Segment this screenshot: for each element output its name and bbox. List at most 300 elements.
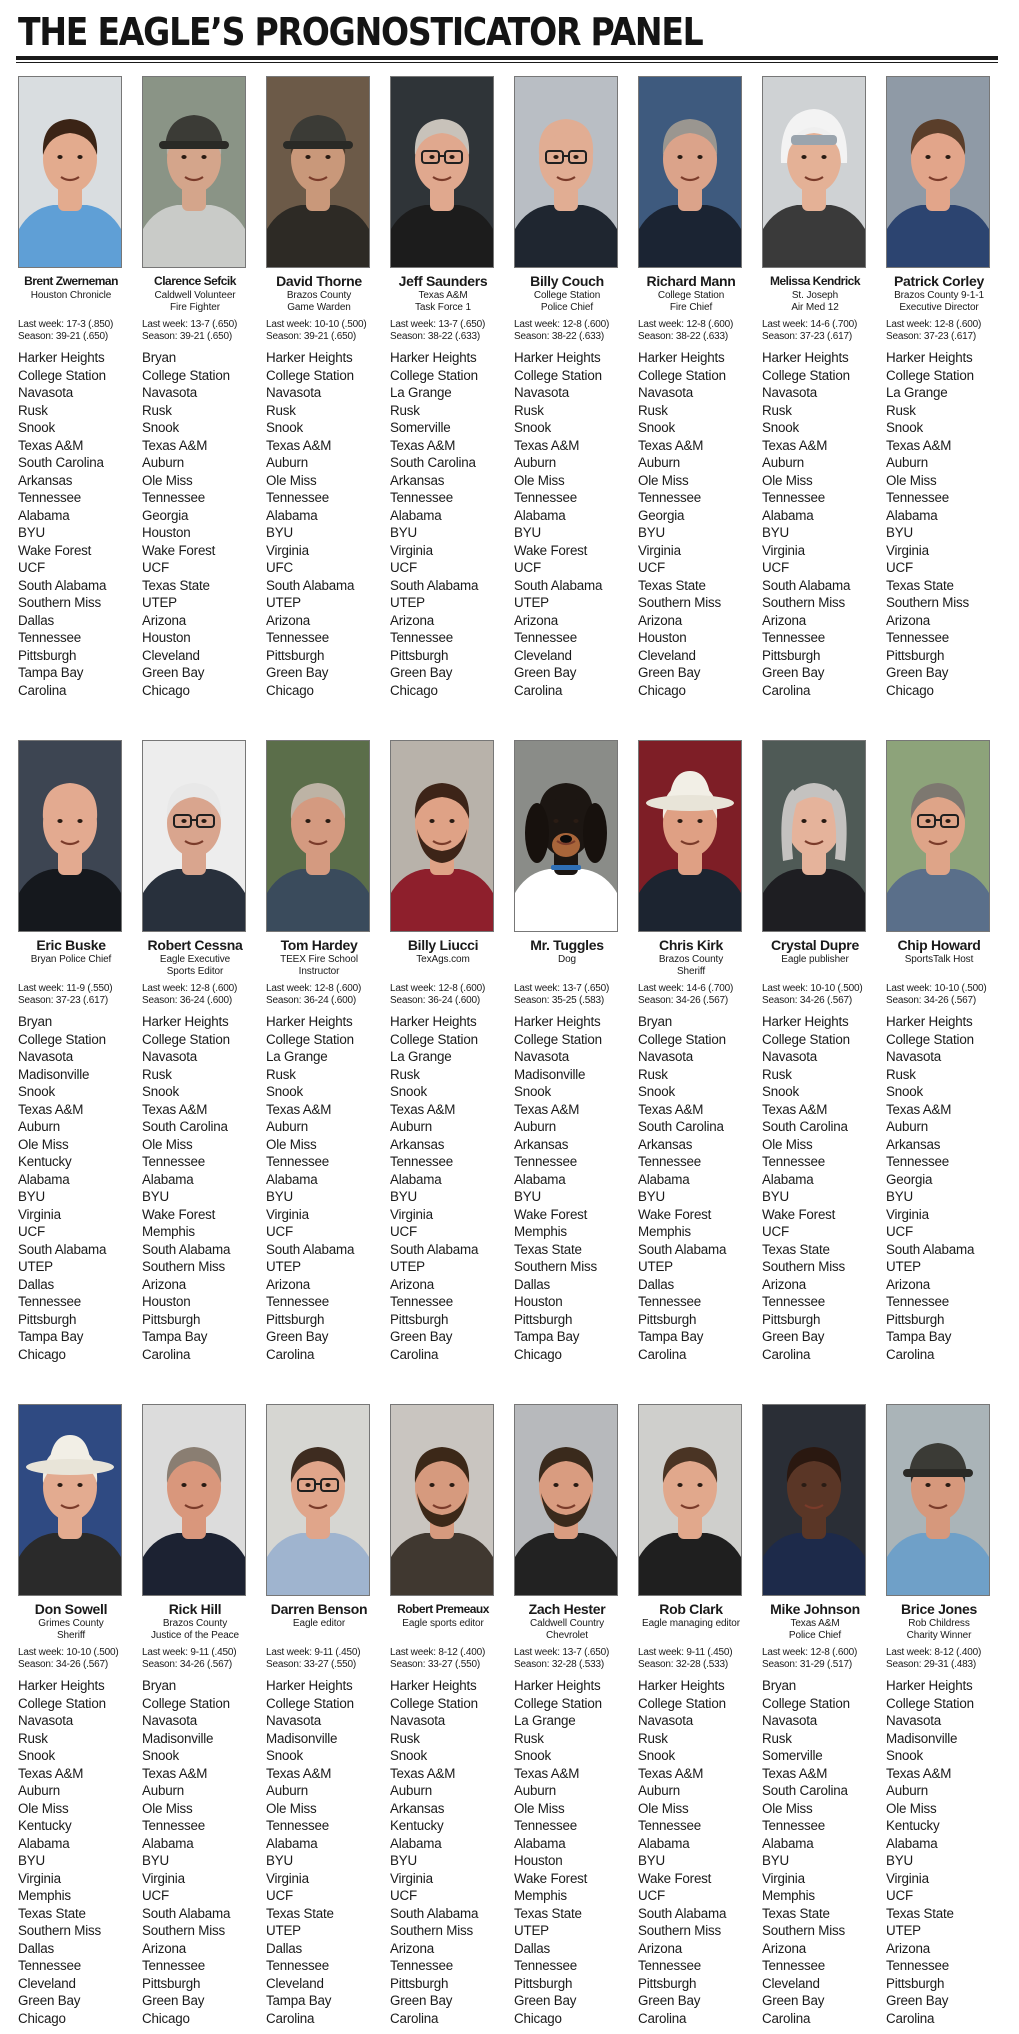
pick-item: Arkansas bbox=[18, 472, 73, 488]
pick-item: Harker Heights bbox=[514, 1678, 601, 1693]
pick-item: Harker Heights bbox=[18, 1678, 105, 1693]
pick-item: Harker Heights bbox=[142, 1014, 229, 1029]
pick-item: College Station bbox=[266, 1695, 354, 1711]
pick-item: Kentucky bbox=[886, 1818, 940, 1833]
pick-item: Pittsburgh bbox=[18, 647, 77, 663]
pick-item: Texas A&M bbox=[638, 1101, 704, 1117]
pick-item: Alabama bbox=[390, 507, 442, 523]
pick-item: Tennessee bbox=[266, 1818, 329, 1833]
pick-item: Virginia bbox=[886, 1870, 929, 1886]
pick-item: La Grange bbox=[390, 385, 452, 400]
pick-item: Harker Heights bbox=[638, 350, 725, 365]
panelist-affiliation bbox=[18, 954, 124, 966]
pick-item: UTEP bbox=[266, 595, 301, 610]
pick-item: Snook bbox=[266, 420, 303, 435]
pick-item: BYU bbox=[762, 1853, 789, 1868]
affiliation-line: Brazos County 9-1-1 bbox=[894, 290, 984, 301]
pick-item: Texas A&M bbox=[390, 1101, 456, 1117]
pick-item: Southern Miss bbox=[142, 1923, 225, 1938]
pick-item: Auburn bbox=[886, 1783, 928, 1798]
pick-item: La Grange bbox=[266, 1049, 328, 1064]
pick-item: Ole Miss bbox=[142, 1800, 193, 1816]
pick-item: Cleveland bbox=[18, 1975, 76, 1991]
panelist-record bbox=[886, 319, 981, 343]
pick-item: UCF bbox=[390, 1224, 417, 1239]
affiliation-line: Sports Editor bbox=[166, 966, 224, 977]
pick-item: Green Bay bbox=[762, 1329, 825, 1344]
pick-item: UCF bbox=[638, 1888, 665, 1903]
pick-item: Alabama bbox=[18, 1835, 70, 1851]
pick-item: Arizona bbox=[514, 612, 559, 628]
pick-item: Virginia bbox=[886, 1206, 929, 1222]
pick-item: BYU bbox=[638, 1189, 665, 1204]
pick-item: Ole Miss bbox=[762, 472, 813, 488]
pick-item: Tennessee bbox=[638, 1154, 701, 1169]
panelist-record bbox=[142, 1647, 236, 1671]
pick-item: Alabama bbox=[514, 1835, 566, 1851]
portrait-illustration bbox=[639, 77, 741, 267]
pick-item: Auburn bbox=[266, 1119, 308, 1134]
pick-item: College Station bbox=[514, 1695, 602, 1711]
pick-item: Navasota bbox=[638, 385, 693, 400]
affiliation-line: Eagle editor bbox=[292, 1618, 346, 1629]
season-record: Season: 34-26 (.567) bbox=[18, 1659, 108, 1670]
pick-item: Southern Miss bbox=[390, 1923, 473, 1938]
pick-item: Auburn bbox=[638, 455, 680, 470]
picks-list bbox=[762, 1677, 850, 2027]
pick-item: South Alabama bbox=[390, 1905, 479, 1921]
pick-item: Dallas bbox=[18, 1940, 55, 1956]
pick-item: Rusk bbox=[18, 1730, 48, 1746]
season-record: Season: 33-27 (.550) bbox=[390, 1659, 480, 1670]
panelist-record bbox=[142, 319, 237, 343]
pick-item: College Station bbox=[390, 367, 478, 383]
pick-item: Harker Heights bbox=[762, 1014, 849, 1029]
pick-item: UCF bbox=[762, 560, 789, 575]
pick-item: UCF bbox=[886, 560, 913, 575]
pick-item: Ole Miss bbox=[142, 472, 193, 488]
portrait-photo bbox=[762, 1404, 866, 1596]
affiliation-line: TexAgs.com bbox=[416, 954, 470, 965]
pick-item: Arizona bbox=[886, 612, 931, 628]
picks-list bbox=[266, 1013, 354, 1363]
picks-list bbox=[266, 349, 354, 699]
pick-item: Houston bbox=[142, 630, 191, 645]
pick-item: South Alabama bbox=[390, 1241, 479, 1257]
pick-item: South Alabama bbox=[142, 1905, 231, 1921]
pick-item: Virginia bbox=[266, 1206, 309, 1222]
picks-list bbox=[514, 349, 602, 699]
pick-item: Pittsburgh bbox=[390, 647, 449, 663]
panelist-name: Brent Zwerneman bbox=[24, 274, 118, 288]
pick-item: South Carolina bbox=[762, 1119, 848, 1134]
season-record: Season: 38-22 (.633) bbox=[390, 331, 480, 342]
panelist-name: Robert Cessna bbox=[147, 937, 243, 953]
picks-list bbox=[18, 1677, 106, 2027]
panelist-name: Crystal Dupre bbox=[771, 937, 859, 953]
affiliation-line: Fire Chief bbox=[669, 302, 713, 313]
last-week-record: Last week: 17-3 (.850) bbox=[18, 319, 114, 330]
pick-item: Virginia bbox=[638, 542, 681, 558]
pick-item: Pittsburgh bbox=[638, 1975, 697, 1991]
pick-item: Kentucky bbox=[18, 1154, 72, 1169]
pick-item: College Station bbox=[638, 367, 726, 383]
panelist-record bbox=[886, 1647, 981, 1671]
pick-item: BYU bbox=[886, 525, 913, 540]
season-record: Season: 34-26 (.567) bbox=[638, 995, 728, 1006]
pick-item: Dallas bbox=[514, 1276, 551, 1292]
last-week-record: Last week: 11-9 (.550) bbox=[18, 983, 113, 994]
pick-item: Tennessee bbox=[266, 1294, 329, 1309]
pick-item: College Station bbox=[762, 1695, 850, 1711]
picks-list bbox=[886, 349, 974, 699]
pick-item: UCF bbox=[266, 1224, 293, 1239]
pick-item: Ole Miss bbox=[638, 1800, 689, 1816]
panelist-record bbox=[18, 983, 112, 1007]
pick-item: College Station bbox=[638, 1695, 726, 1711]
pick-item: Memphis bbox=[514, 1224, 567, 1239]
portrait-illustration bbox=[143, 1405, 245, 1595]
pick-item: Rusk bbox=[390, 1066, 420, 1082]
pick-item: Virginia bbox=[390, 1870, 433, 1886]
pick-item: Arkansas bbox=[886, 1136, 941, 1152]
picks-list bbox=[886, 1013, 974, 1363]
pick-item: Navasota bbox=[390, 1713, 445, 1728]
panelist-name: Chris Kirk bbox=[659, 937, 723, 953]
season-record: Season: 32-28 (.533) bbox=[638, 1659, 728, 1670]
pick-item: UTEP bbox=[514, 595, 549, 610]
pick-item: Harker Heights bbox=[390, 1678, 477, 1693]
panelist-name: Tom Hardey bbox=[280, 937, 358, 953]
pick-item: Texas A&M bbox=[886, 1101, 952, 1117]
pick-item: Southern Miss bbox=[638, 1923, 721, 1938]
pick-item: Carolina bbox=[514, 682, 563, 698]
pick-item: Texas A&M bbox=[514, 1101, 580, 1117]
pick-item: Madisonville bbox=[886, 1730, 958, 1746]
last-week-record: Last week: 14-6 (.700) bbox=[762, 319, 858, 330]
portrait-photo bbox=[142, 76, 246, 268]
pick-item: Southern Miss bbox=[18, 595, 101, 610]
pick-item: Snook bbox=[142, 420, 179, 435]
portrait-illustration bbox=[887, 741, 989, 931]
pick-item: UCF bbox=[142, 1888, 169, 1903]
pick-item: Tampa Bay bbox=[142, 1329, 208, 1344]
pick-item: Tennessee bbox=[886, 490, 949, 505]
pick-item: La Grange bbox=[886, 385, 948, 400]
pick-item: Tennessee bbox=[266, 630, 329, 645]
pick-item: Southern Miss bbox=[762, 1923, 845, 1938]
pick-item: Rusk bbox=[638, 1066, 668, 1082]
pick-item: Arizona bbox=[266, 612, 311, 628]
pick-item: Carolina bbox=[638, 1346, 687, 1362]
pick-item: Pittsburgh bbox=[266, 1311, 325, 1327]
pick-item: Tennessee bbox=[762, 490, 825, 505]
pick-item: Alabama bbox=[18, 1171, 70, 1187]
season-record: Season: 38-22 (.633) bbox=[514, 331, 604, 342]
portrait-illustration bbox=[887, 1405, 989, 1595]
pick-item: Navasota bbox=[18, 1049, 73, 1064]
pick-item: Navasota bbox=[886, 1049, 941, 1064]
pick-item: Texas A&M bbox=[18, 1765, 84, 1781]
pick-item: Carolina bbox=[886, 1346, 935, 1362]
pick-item: BYU bbox=[18, 1853, 45, 1868]
pick-item: Navasota bbox=[18, 385, 73, 400]
last-week-record: Last week: 12-8 (.600) bbox=[390, 983, 486, 994]
pick-item: South Carolina bbox=[18, 455, 104, 470]
pick-item: Navasota bbox=[514, 385, 569, 400]
pick-item: Green Bay bbox=[762, 665, 825, 680]
pick-item: Texas A&M bbox=[762, 1765, 828, 1781]
pick-item: Ole Miss bbox=[142, 1136, 193, 1152]
pick-item: Green Bay bbox=[886, 665, 949, 680]
pick-item: Tennessee bbox=[514, 1818, 577, 1833]
pick-item: Carolina bbox=[390, 2010, 439, 2026]
pick-item: Georgia bbox=[886, 1171, 933, 1187]
pick-item: Texas State bbox=[886, 577, 954, 593]
pick-item: South Alabama bbox=[514, 577, 603, 593]
pick-item: Virginia bbox=[762, 1870, 805, 1886]
portrait-illustration bbox=[19, 1405, 121, 1595]
pick-item: South Alabama bbox=[18, 577, 107, 593]
affiliation-line: Executive Director bbox=[899, 302, 979, 313]
pick-item: BYU bbox=[266, 1189, 293, 1204]
pick-item: La Grange bbox=[514, 1713, 576, 1728]
pick-item: Green Bay bbox=[638, 665, 701, 680]
pick-item: Houston bbox=[638, 630, 687, 645]
affiliation-line: Brazos County bbox=[286, 290, 352, 301]
pick-item: Texas State bbox=[514, 1905, 582, 1921]
affiliation-line: Game Warden bbox=[287, 302, 351, 313]
picks-list bbox=[18, 1013, 106, 1363]
pick-item: Auburn bbox=[886, 1119, 928, 1134]
pick-item: Tennessee bbox=[638, 490, 701, 505]
pick-item: Wake Forest bbox=[18, 542, 92, 558]
pick-item: Snook bbox=[142, 1748, 179, 1763]
pick-item: Rusk bbox=[886, 402, 916, 418]
season-record: Season: 34-26 (.567) bbox=[886, 995, 976, 1006]
last-week-record: Last week: 12-8 (.600) bbox=[886, 319, 982, 330]
pick-item: UCF bbox=[18, 560, 45, 575]
pick-item: College Station bbox=[514, 367, 602, 383]
pick-item: BYU bbox=[390, 1189, 417, 1204]
pick-item: Arkansas bbox=[514, 1136, 569, 1152]
portrait-photo bbox=[886, 740, 990, 932]
pick-item: Carolina bbox=[266, 2010, 315, 2026]
pick-item: Rusk bbox=[266, 1066, 296, 1082]
panelist-record bbox=[886, 983, 986, 1007]
affiliation-line: SportsTalk Host bbox=[904, 954, 974, 965]
pick-item: Texas State bbox=[266, 1905, 334, 1921]
pick-item: Virginia bbox=[266, 1870, 309, 1886]
last-week-record: Last week: 9-11 (.450) bbox=[638, 1647, 733, 1658]
pick-item: Snook bbox=[266, 1748, 303, 1763]
last-week-record: Last week: 14-6 (.700) bbox=[638, 983, 734, 994]
pick-item: Texas A&M bbox=[514, 1765, 580, 1781]
pick-item: Harker Heights bbox=[638, 1678, 725, 1693]
pick-item: BYU bbox=[266, 525, 293, 540]
panelist-record bbox=[18, 319, 113, 343]
pick-item: Cleveland bbox=[514, 647, 572, 663]
portrait-illustration bbox=[763, 1405, 865, 1595]
panelist-record bbox=[266, 1647, 360, 1671]
last-week-record: Last week: 12-8 (.600) bbox=[762, 1647, 858, 1658]
picks-list bbox=[18, 349, 106, 699]
panelist-name: Billy Couch bbox=[530, 273, 604, 289]
portrait-photo bbox=[390, 76, 494, 268]
last-week-record: Last week: 10-10 (.500) bbox=[762, 983, 863, 994]
pick-item: UCF bbox=[514, 560, 541, 575]
portrait-illustration bbox=[515, 1405, 617, 1595]
pick-item: Texas A&M bbox=[514, 437, 580, 453]
last-week-record: Last week: 13-7 (.650) bbox=[514, 1647, 610, 1658]
pick-item: Wake Forest bbox=[514, 1870, 588, 1886]
panelist-name: Eric Buske bbox=[36, 937, 106, 953]
pick-item: BYU bbox=[390, 525, 417, 540]
pick-item: Texas State bbox=[514, 1241, 582, 1257]
pick-item: BYU bbox=[514, 525, 541, 540]
season-record: Season: 37-23 (.617) bbox=[18, 995, 108, 1006]
pick-item: College Station bbox=[762, 367, 850, 383]
pick-item: Tennessee bbox=[142, 1958, 205, 1973]
pick-item: Ole Miss bbox=[514, 1800, 565, 1816]
portrait-photo bbox=[266, 740, 370, 932]
pick-item: Pittsburgh bbox=[762, 1311, 821, 1327]
pick-item: Southern Miss bbox=[762, 1259, 845, 1274]
pick-item: Rusk bbox=[142, 402, 172, 418]
pick-item: Snook bbox=[886, 1748, 923, 1763]
season-record: Season: 32-28 (.533) bbox=[514, 1659, 604, 1670]
pick-item: Texas A&M bbox=[638, 1765, 704, 1781]
panelist-affiliation bbox=[18, 1618, 124, 1642]
pick-item: Ole Miss bbox=[886, 472, 937, 488]
pick-item: Cleveland bbox=[142, 647, 200, 663]
pick-item: Arizona bbox=[142, 1276, 187, 1292]
portrait-illustration bbox=[143, 741, 245, 931]
pick-item: Chicago bbox=[142, 2010, 190, 2026]
pick-item: Rusk bbox=[390, 402, 420, 418]
panelist-name: Chip Howard bbox=[897, 937, 981, 953]
pick-item: Navasota bbox=[638, 1049, 693, 1064]
pick-item: Alabama bbox=[514, 507, 566, 523]
pick-item: Carolina bbox=[266, 1346, 315, 1362]
pick-item: Tennessee bbox=[142, 1154, 205, 1169]
pick-item: Snook bbox=[142, 1084, 179, 1099]
pick-item: Texas State bbox=[638, 577, 706, 593]
affiliation-line: Texas A&M bbox=[418, 290, 468, 301]
pick-item: La Grange bbox=[390, 1049, 452, 1064]
pick-item: South Alabama bbox=[390, 577, 479, 593]
panelist-affiliation bbox=[886, 1618, 992, 1642]
portrait-illustration bbox=[391, 741, 493, 931]
pick-item: Auburn bbox=[390, 1119, 432, 1134]
pick-item: Alabama bbox=[886, 507, 938, 523]
panelist-affiliation bbox=[514, 290, 620, 314]
pick-item: Houston bbox=[514, 1294, 563, 1309]
pick-item: UTEP bbox=[886, 1923, 921, 1938]
panelist-name: Mike Johnson bbox=[770, 1601, 860, 1617]
portrait-illustration bbox=[763, 741, 865, 931]
pick-item: Green Bay bbox=[390, 1329, 453, 1344]
pick-item: Southern Miss bbox=[142, 1259, 225, 1274]
panelist-affiliation bbox=[266, 1618, 372, 1630]
pick-item: Madisonville bbox=[514, 1066, 586, 1082]
pick-item: Green Bay bbox=[266, 665, 329, 680]
pick-item: UCF bbox=[18, 1224, 45, 1239]
pick-item: Kentucky bbox=[390, 1818, 444, 1833]
pick-item: UTEP bbox=[266, 1923, 301, 1938]
panelist-affiliation bbox=[142, 954, 248, 978]
pick-item: Tennessee bbox=[514, 630, 577, 645]
pick-item: South Carolina bbox=[390, 455, 476, 470]
pick-item: Pittsburgh bbox=[18, 1311, 77, 1327]
pick-item: Green Bay bbox=[514, 1993, 577, 2008]
pick-item: Green Bay bbox=[886, 1993, 949, 2008]
pick-item: Tennessee bbox=[266, 1958, 329, 1973]
pick-item: Auburn bbox=[514, 1783, 556, 1798]
pick-item: UTEP bbox=[886, 1259, 921, 1274]
pick-item: Harker Heights bbox=[886, 350, 973, 365]
season-record: Season: 39-21 (.650) bbox=[18, 331, 108, 342]
pick-item: Auburn bbox=[266, 455, 308, 470]
pick-item: Carolina bbox=[886, 2010, 935, 2026]
portrait-photo bbox=[514, 76, 618, 268]
pick-item: BYU bbox=[18, 1189, 45, 1204]
pick-item: Carolina bbox=[638, 2010, 687, 2026]
affiliation-line: Sheriff bbox=[676, 966, 706, 977]
affiliation-line: Houston Chronicle bbox=[30, 290, 112, 301]
pick-item: Dallas bbox=[266, 1940, 303, 1956]
affiliation-line: Caldwell Volunteer bbox=[154, 290, 236, 301]
pick-item: Chicago bbox=[390, 682, 438, 698]
pick-item: Houston bbox=[142, 525, 191, 540]
pick-item: College Station bbox=[18, 1695, 106, 1711]
panelist-affiliation bbox=[886, 290, 992, 314]
affiliation-line: Eagle publisher bbox=[781, 954, 849, 965]
affiliation-line: TEEX Fire School bbox=[280, 954, 358, 965]
pick-item: South Alabama bbox=[638, 1905, 727, 1921]
pick-item: Bryan bbox=[18, 1014, 52, 1029]
pick-item: UCF bbox=[886, 1224, 913, 1239]
pick-item: Auburn bbox=[886, 455, 928, 470]
pick-item: Texas A&M bbox=[266, 1765, 332, 1781]
pick-item: Navasota bbox=[18, 1713, 73, 1728]
portrait-photo bbox=[762, 76, 866, 268]
panelist-record bbox=[514, 983, 609, 1007]
pick-item: Pittsburgh bbox=[142, 1975, 201, 1991]
pick-item: Virginia bbox=[886, 542, 929, 558]
pick-item: Cleveland bbox=[638, 647, 696, 663]
pick-item: Harker Heights bbox=[266, 1014, 353, 1029]
pick-item: Pittsburgh bbox=[886, 1311, 945, 1327]
pick-item: Ole Miss bbox=[638, 472, 689, 488]
pick-item: Rusk bbox=[886, 1066, 916, 1082]
pick-item: Pittsburgh bbox=[762, 647, 821, 663]
pick-item: UTEP bbox=[142, 595, 177, 610]
pick-item: Tennessee bbox=[638, 1958, 701, 1973]
pick-item: Texas State bbox=[762, 1905, 830, 1921]
pick-item: College Station bbox=[638, 1031, 726, 1047]
pick-item: Tampa Bay bbox=[18, 1329, 84, 1344]
last-week-record: Last week: 10-10 (.500) bbox=[266, 319, 367, 330]
pick-item: College Station bbox=[762, 1031, 850, 1047]
panelist-record bbox=[390, 319, 485, 343]
pick-item: Auburn bbox=[18, 1119, 60, 1134]
pick-item: Tennessee bbox=[18, 1294, 81, 1309]
pick-item: Dallas bbox=[18, 612, 55, 628]
pick-item: Navasota bbox=[762, 1049, 817, 1064]
pick-item: BYU bbox=[18, 525, 45, 540]
pick-item: Tampa Bay bbox=[18, 665, 84, 680]
